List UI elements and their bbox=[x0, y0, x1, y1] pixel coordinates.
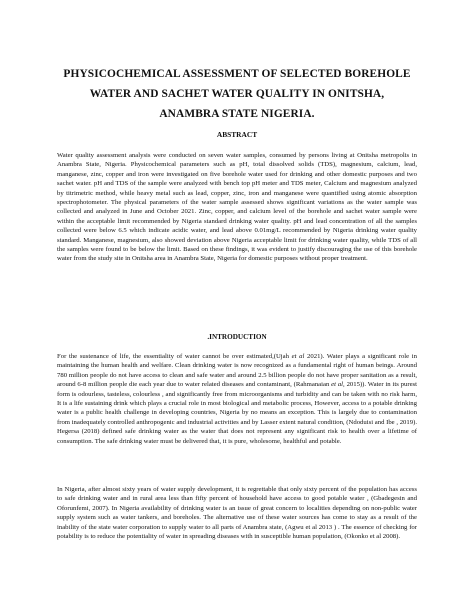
para1-citation-italic-b: et al bbox=[331, 381, 344, 389]
abstract-heading: ABSTRACT bbox=[216, 130, 258, 139]
para1-text-b: 2021). Water plays a significant role in maintaining the human health and welfare. Clean drinking water is now recognized as a fundamental right of human beings. Around 780 million people do not have access to clean and safe water and around 2.5 billion people do not have proper sanitation as a result, around 6-8 million people die each year due to water related diseases and contaminant, (Rahmanaian bbox=[57, 353, 417, 389]
introduction-paragraph-1 bbox=[57, 352, 417, 446]
para1-text-a: For the sustenance of life, the essentiality of water cannot be over estimated,(Ujah bbox=[57, 353, 292, 360]
introduction-paragraph-2: In Nigeria, after almost sixty years of water supply development, it is regrettable that only sixty percent of the population has access to safe drinking water and in rural area less than fifty percent of household have access to good potable water , (Gbadegesin and Oforunfemi, 2007). In Nigeria availability of drinking water is an issue of great concern to localities depending on non-public water supply system such as water tankers, and boreholes. The alternative use of these water sources has come to stay as a result of the inability of the state water corporation to supply water to all parts of Anambra state, (Agwu et al 2013 ) . The essence of checking for potability is to reduce the potentiality of water in spreading diseases with in susceptible human population, (Okonko et al 2008). bbox=[57, 486, 417, 541]
paper-title: PHYSICOCHEMICAL ASSESSMENT OF SELECTED BOREHOLE WATER AND SACHET WATER QUALITY IN ONITSHA, ANAMBRA STATE NIGERIA. bbox=[63, 68, 411, 120]
para1-citation-italic-a: et al bbox=[291, 353, 305, 360]
introduction-heading: .INTRODUCTION bbox=[207, 333, 267, 341]
abstract-body: Water quality assessment analysis were conducted on seven water samples, consumed by persons living at Onitsha metropolis in Anambra State, Nigeria. Physicochemical parameters such as pH, total dissolved solids (TDS), magnesium, calcium, lead, manganese, zinc, copper and iron were investigated on five borehole water used for drinking and other domestic purposes and two sachet water. pH and TDS of the sample were analyzed with bench top pH meter and TDS meter, Calcium and magnesium analyzed by titrimetric method, while heavy metal such as lead, copper, zinc, iron and manganese were quantified using atomic absorption spectrophotometer. The physical parameters of the water sample assessed shows significant variations as the water sample was collected and analyzed in June and October 2021. Zinc, copper, and calcium level of the borehole and sachet water sample were within the acceptable limit recommended by Nigeria standard drinking water quality. pH and lead concentration of all the samples collected were below 6.5 which indicate acidic water, and lead above 0.01mg/L recommended by Nigeria drinking water quality standard. Manganese, magnesium, also showed deviation above Nigeria acceptable limit for drinking water quality, while TDS of all the samples were found to be below the limit. Based on these findings, it was evident to justify discouraging the use of this borehole water from the study site in Onitsha area in Anambra State, Nigeria for domestic purposes without proper treatment. bbox=[57, 152, 417, 263]
para1-text-c: , 2015)). Water in its purest form is odourless, tasteless, colourless , and significantly free from microorganisms and turbidity and can be taken with no risk harm, It is a life sustaining drink which plays a crucial role in most biological and metabolic process, However, access to a potable drinking water is a public health challenge in developing countries, Nigeria by no means an exception. This is largely due to contamination from inadequately controlled anthropogenic and industrial activities and by Lasser extent natural condition, (Ndoduisi and Ibe , 2019). Hegersa (2018) defined safe drinking water as the water that does not represent any significant risk to health over a lifetime of consumption. The safe drinking water must be delivered that, it is pure, wholesome, healthful and potable. bbox=[57, 381, 418, 445]
